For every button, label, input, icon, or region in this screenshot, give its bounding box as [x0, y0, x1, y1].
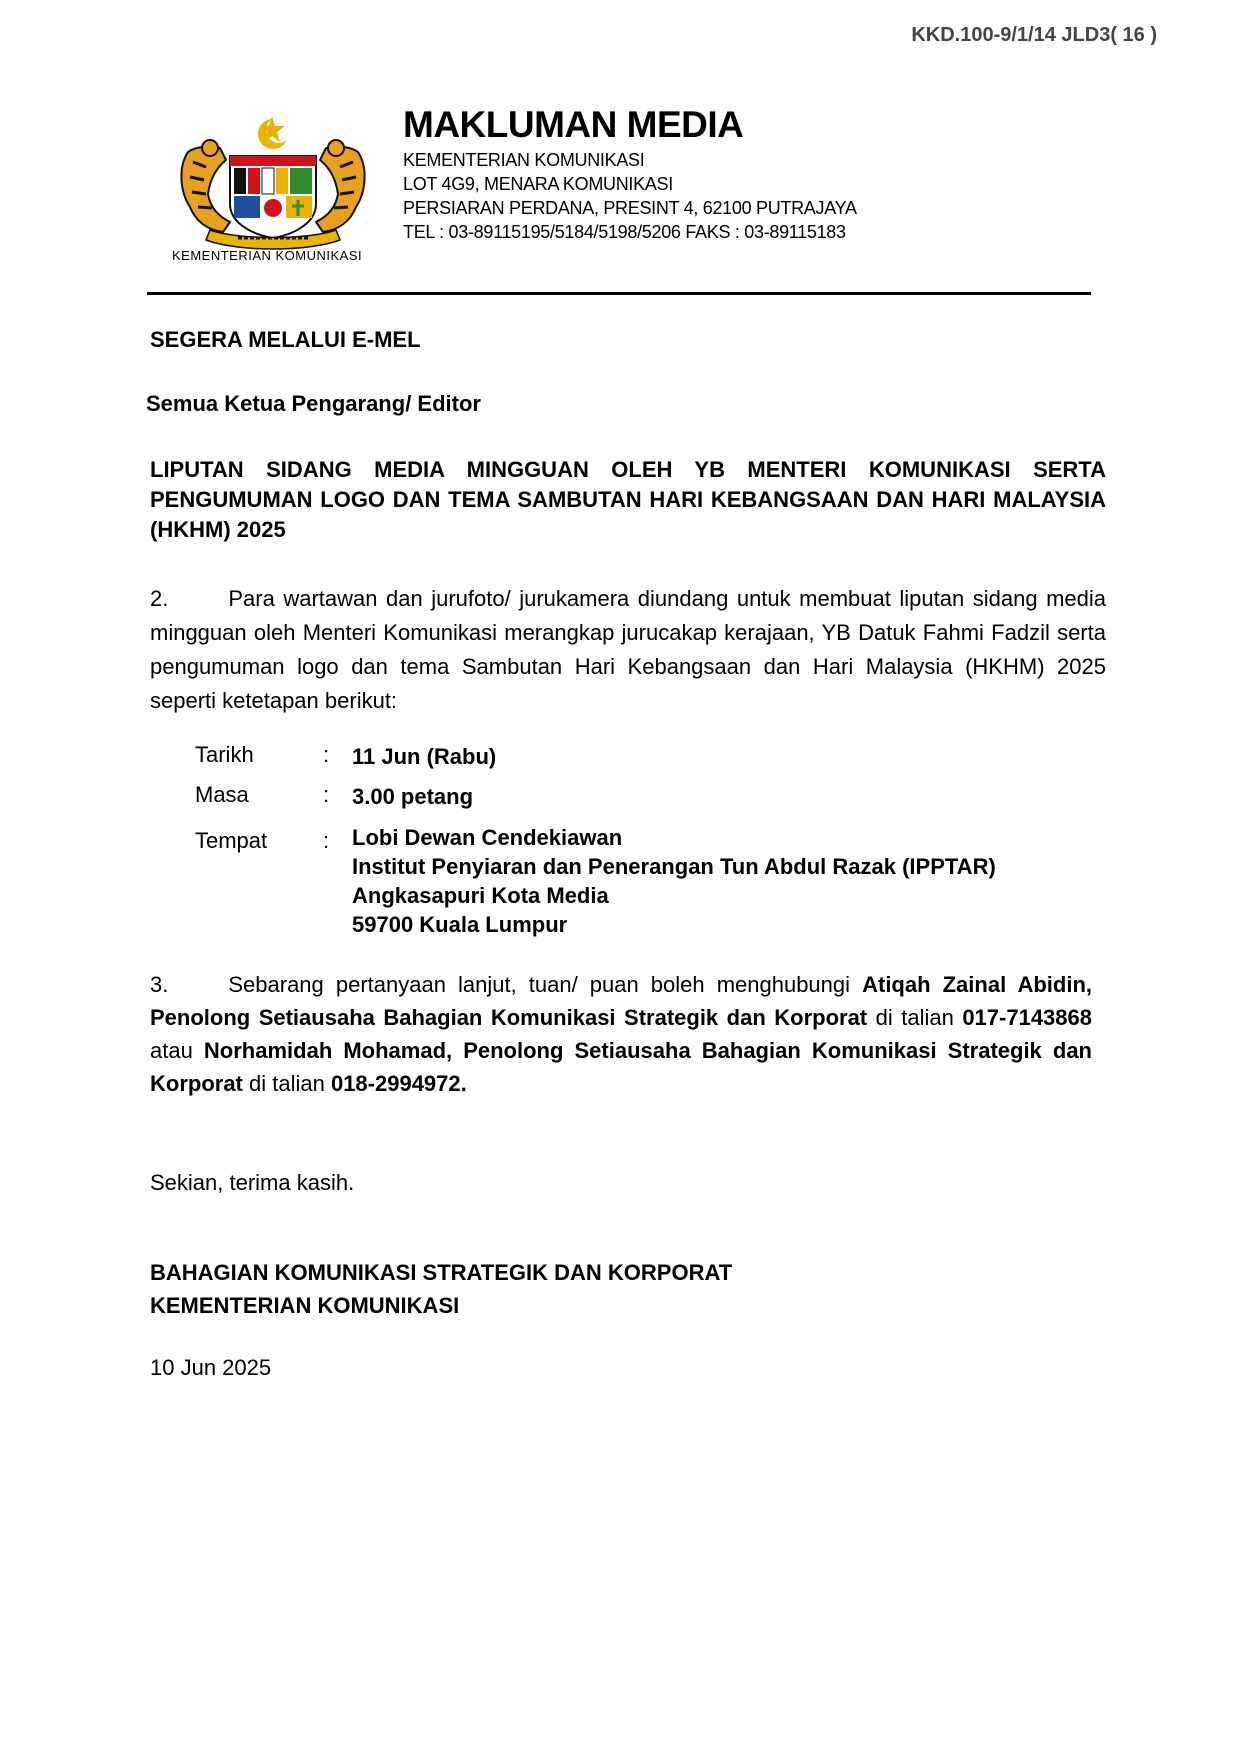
address-line-2: PERSIARAN PERDANA, PRESINT 4, 62100 PUTRAJAYA [403, 198, 857, 218]
logo-caption: KEMENTERIAN KOMUNIKASI [172, 248, 363, 263]
venue-line-3: Angkasapuri Kota Media [352, 883, 609, 908]
paragraph-3-text-4: di talian [242, 1071, 331, 1096]
contact-person-2: Norhamidah Mohamad, Penolong Setiausaha Bahagian Komunikasi Strategik dan Korporat [150, 1038, 1092, 1096]
paragraph-2-text: Para wartawan dan jurufoto/ jurukamera diundang untuk membuat liputan sidang media mingguan oleh Menteri Komunikasi merangkap jurucakap kerajaan, YB Datuk Fahmi Fadzil serta pengumuman logo dan tema Sambutan Hari Kebangsaan dan Hari Malaysia (HKHM) 2025 seperti ketetapan berikut: [150, 586, 1106, 713]
venue-value [352, 823, 996, 939]
date-value: 11 Jun (Rabu) [352, 744, 497, 769]
paragraph-3-number: 3. [150, 972, 169, 997]
signature-block [150, 1256, 732, 1322]
time-value: 3.00 petang [352, 784, 474, 809]
closing-remark: Sekian, terima kasih. [150, 1170, 355, 1195]
paragraph-3 [150, 968, 1092, 1100]
paragraph-2 [150, 582, 1106, 718]
document-title: MAKLUMAN MEDIA [403, 104, 744, 145]
subject-heading: LIPUTAN SIDANG MEDIA MINGGUAN OLEH YB MENTERI KOMUNIKASI SERTA PENGUMUMAN LOGO DAN TEMA SAMBUTAN HARI KEBANGSAAN DAN HARI MALAYSIA (HKHM) 2025 [150, 457, 1106, 542]
time-colon: : [323, 782, 330, 807]
urgency-note: SEGERA MELALUI E-MEL [150, 327, 421, 352]
signature-division: BAHAGIAN KOMUNIKASI STRATEGIK DAN KORPORAT [150, 1260, 733, 1285]
header-divider [147, 292, 1091, 295]
venue-colon: : [323, 828, 330, 853]
paragraph-3-text-3: atau [150, 1038, 204, 1063]
date-colon: : [323, 742, 330, 767]
address-line-1: LOT 4G9, MENARA KOMUNIKASI [403, 174, 673, 194]
date-label: Tarikh [195, 742, 254, 767]
paragraph-3-text-2: di talian [867, 1005, 963, 1030]
ministry-name: KEMENTERIAN KOMUNIKASI [403, 150, 645, 170]
phone-number-2: 018-2994972. [330, 1071, 467, 1096]
venue-label: Tempat [195, 828, 268, 853]
contact-line: TEL : 03-89115195/5184/5198/5206 FAKS : 03-89115183 [403, 222, 846, 242]
venue-line-1: Lobi Dewan Cendekiawan [352, 825, 623, 850]
phone-number-1: 017-7143868 [962, 1005, 1092, 1030]
paragraph-2-number: 2. [150, 586, 169, 611]
contact-person-1: Atiqah Zainal Abidin, Penolong Setiausaha Bahagian Komunikasi Strategik dan Korporat [150, 972, 1092, 1030]
coat-of-arms-icon [168, 112, 378, 252]
addressee: Semua Ketua Pengarang/ Editor [146, 391, 481, 416]
signature-ministry: KEMENTERIAN KOMUNIKASI [150, 1293, 460, 1318]
venue-line-2: Institut Penyiaran dan Penerangan Tun Abdul Razak (IPPTAR) [352, 854, 996, 879]
paragraph-3-text-1: Sebarang pertanyaan lanjut, tuan/ puan boleh menghubungi [228, 972, 863, 997]
time-label: Masa [195, 782, 249, 807]
reference-number: KKD.100-9/1/14 JLD3( 16 ) [911, 24, 1157, 46]
document-date: 10 Jun 2025 [150, 1355, 272, 1380]
venue-line-4: 59700 Kuala Lumpur [352, 912, 568, 937]
